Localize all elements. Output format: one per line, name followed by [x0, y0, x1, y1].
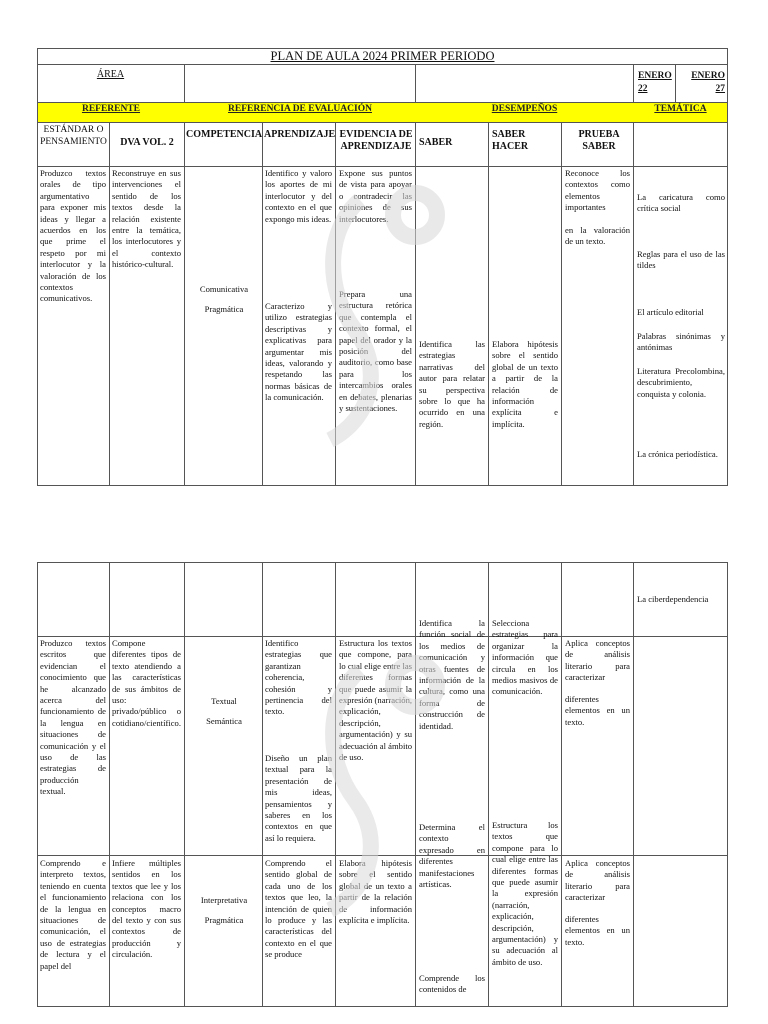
tematica-5: Literatura Precolombina, descubrimiento, conquista y colonia.	[637, 366, 725, 399]
date-end: ENERO 27	[691, 71, 725, 94]
saber-hacer-estructura: Estructura los textos que compone para lo cual elige entre las diferentes formas que puede asumir la expresión (narración, explicación, descripción, argumentación) y su adecuación al ámbito de uso.	[492, 820, 558, 967]
col-header-prueba-saber: PRUEBA SABER	[578, 129, 620, 152]
saber-hacer-selecciona: Selecciona estrategias para organizar la información que circula en los medios masivos de comunicación.	[492, 618, 558, 697]
aprendizaje-comprendo: Comprendo el sentido global de cada uno de los textos que leo, la intención de quien lo produce y las características del contexto en el que se produce	[265, 858, 332, 960]
col-header-evidencia: EVIDENCIA DE APRENDIZAJE	[339, 129, 413, 152]
dva-infiere: Infiere múltiples sentidos en los textos que lee y los relaciona con los conceptos macro del texto y con sus contextos de producción y circulación.	[112, 858, 181, 960]
col-header-competencia: COMPETENCIA	[186, 129, 263, 140]
header-referencia-evaluacion: REFERENCIA DE EVALUACIÓN	[228, 104, 372, 114]
saber-comprende: Comprende los contenidos de	[419, 973, 485, 995]
evidencia-elabora: Elabora hipótesis sobre el sentido global de un texto a partir de la relación de información explícita e implícita.	[339, 858, 412, 926]
col-header-saber: SABER	[419, 137, 453, 148]
col-header-estandar: ESTÁNDAR O PENSAMIENTO	[40, 125, 107, 147]
dva-compone: Compone diferentes tipos de texto atendiendo a las características de sus ámbitos de uso: privado/público o cotidiano/científico.	[112, 638, 181, 728]
competencia-textual: Textual	[211, 696, 237, 706]
header-desempenos: DESEMPEÑOS	[491, 104, 558, 114]
header-tematica: TEMÁTICA	[654, 104, 707, 114]
tematica-1: La caricatura como crítica social	[637, 192, 725, 214]
evidencia-estructura: Estructura los textos que compone, para lo cual elige entre las diferentes formas que puede asumir la expresión (narración, explicación, descripción, argumentación) y su adecuación al ámbito de uso.	[339, 638, 413, 763]
prueba-diferentes-2: diferentes elementos en un texto.	[565, 914, 630, 947]
estandar-textos-escritos: Produzco textos escritos que evidencian el conocimiento que he alcanzado acerca del funcionamiento de la lengua en situaciones de comunicación y el uso de las estrategias de producción textual.	[40, 638, 106, 797]
aprendizaje-1: Identifico y valoro los aportes de mi interlocutor y del contexto en el que expongo mis ideas.	[265, 168, 332, 224]
aprendizaje-2: Caracterizo y utilizo estrategias descriptivas y explicativas para argumentar mis ideas, valorando y respetando las normas básicas de la comunicación.	[265, 301, 332, 403]
evidencia-2: Prepara una estructura retórica que contempla el contexto formal, el papel del orador y la posición del auditorio, como base para los intercambios orales en debates, plenarias y sustentaciones.	[339, 289, 412, 414]
competencia-pragmatica: Pragmática	[204, 915, 244, 925]
area-label: ÁREA	[96, 69, 125, 80]
prueba-aplica-2: Aplica conceptos de análisis literario para caracterizar	[565, 858, 630, 903]
saber-hacer-continuation	[492, 856, 558, 1006]
saber-hacer-text: Elabora hipótesis sobre el sentido global de un texto a partir de la relación de información explícita e implícita.	[492, 339, 558, 429]
tematica-2: Reglas para el uso de las tildes	[637, 249, 725, 271]
saber-determina: Determina el contexto expresado en diferentes manifestaciones artísticas.	[419, 822, 485, 890]
saber-text: Identifica las estrategias narrativas del autor para relatar su perspectiva sobre lo que ha ocurrido en una región.	[419, 339, 485, 429]
prueba-aplica-1: Aplica conceptos de análisis literario para caracterizar	[565, 638, 630, 683]
prueba-diferentes-1: diferentes elementos en un texto.	[565, 694, 630, 727]
tematica-3: El artículo editorial	[637, 307, 704, 317]
evidencia-1: Expone sus puntos de vista para apoyar o contradecir las opiniones de sus interlocutores.	[339, 168, 412, 224]
estandar-text: Produzco textos orales de tipo argumentativo para exponer mis ideas y llegar a acuerdos en los que prime el respeto por mi interlocutor y la valoración de los contextos comunicativos.	[40, 168, 106, 304]
col-header-saber-hacer: SABER HACER	[492, 129, 529, 152]
estandar-comprendo: Comprendo e interpreto textos, teniendo en cuenta el funcionamiento de la lengua en situaciones de comunicación, el uso de estrategias de lectura y el papel del	[40, 858, 106, 971]
col-header-dva: DVA VOL. 2	[120, 137, 174, 148]
date-start: ENERO 22	[638, 71, 672, 94]
tematica-4: Palabras sinónimas y antónimas	[637, 331, 725, 353]
tematica-ciberdependencia: La ciberdependencia	[637, 594, 709, 604]
competencia-2: Pragmática	[204, 304, 244, 314]
competencia-interpretativa: Interpretativa	[200, 895, 248, 905]
plan-title: PLAN DE AULA 2024 PRIMER PERIODO	[270, 49, 495, 63]
saber-funcion-social: Identifica la función social de los medios de comunicación y otras fuentes de información de la cultura, como una forma de construcción de identidad.	[419, 618, 485, 731]
header-referente: REFERENTE	[81, 104, 141, 114]
aprendizaje-identifico: Identifico estrategias que garantizan coherencia, cohesión y pertinencia del texto.	[265, 638, 332, 717]
prueba-saber-1: Reconoce los contextos como elementos importantes	[565, 168, 630, 213]
col-header-aprendizaje: APRENDIZAJE	[264, 129, 336, 140]
aprendizaje-diseno: Diseño un plan textual para la presentación de mis ideas, pensamientos y saberes en los contextos en que así lo requiera.	[265, 753, 332, 843]
prueba-saber-2: en la valoración de un texto.	[565, 225, 630, 247]
competencia-semantica: Semántica	[206, 716, 242, 726]
tematica-6: La crónica periodística.	[637, 449, 718, 459]
competencia-1: Comunicativa	[199, 284, 249, 294]
dva-text: Reconstruye en sus intervenciones el sentido de los textos desde la relación existente entre la temática, los interlocutores y el contexto histórico-cultural.	[112, 168, 181, 270]
